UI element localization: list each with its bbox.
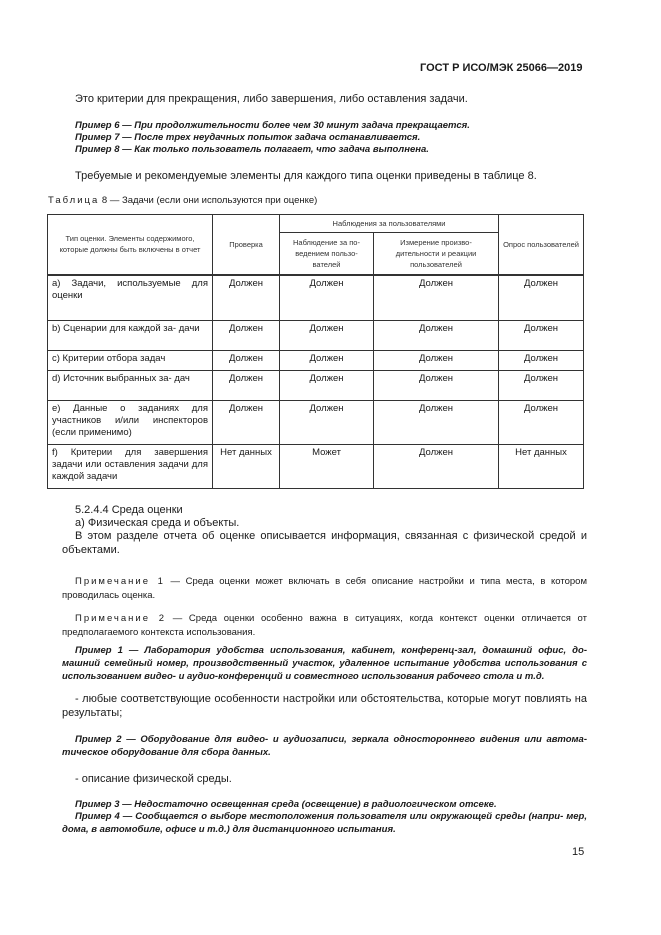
example-7: Пример 7 — После трех неудачных попыток задача останавливается. — [75, 132, 421, 143]
table-caption-prefix: Таблица — [48, 195, 100, 206]
example-3: Пример 3 — Недостаточно освещенная среда (освещение) в радиологическом отсеке. — [75, 799, 497, 810]
cell-survey: Должен — [499, 401, 584, 445]
bullet-physical-environment: - описание физической среды. — [75, 773, 232, 785]
cell-inspection: Должен — [213, 351, 280, 371]
cell-performance: Должен — [374, 401, 499, 445]
page-number: 15 — [572, 846, 585, 858]
cell-performance: Должен — [374, 445, 499, 489]
table-caption-text: 8 — Задачи (если они используются при оценке) — [101, 195, 318, 206]
note-2 — [62, 612, 587, 640]
cell-survey: Должен — [499, 351, 584, 371]
table-row — [48, 445, 584, 489]
cell-inspection: Нет данных — [213, 445, 280, 489]
example-2: Пример 2 — Оборудование для видео- и аудиозаписи, зеркала одностороннего видения или автома- тическое оборудование для сбора данных. — [62, 734, 587, 758]
cell-performance: Должен — [374, 321, 499, 351]
cell-behavior: Должен — [280, 321, 374, 351]
section-title: 5.2.4.4 Среда оценки — [75, 504, 183, 516]
cell-survey: Должен — [499, 371, 584, 401]
note-1-label: Примечание 1 — [75, 576, 165, 587]
table-row — [48, 401, 584, 445]
cell-behavior: Может — [280, 445, 374, 489]
cell-inspection: Должен — [213, 371, 280, 401]
criteria-paragraph: Это критерии для прекращения, либо завершения, либо оставления задачи. — [75, 93, 468, 105]
example-8: Пример 8 — Как только пользователь полагает, что задача выполнена. — [75, 144, 429, 155]
example-1: Пример 1 — Лаборатория удобства использования, кабинет, конференц-зал, домашний офис, до- машний семейный номер, производственный участок, удаленное испытание удобства использования с использованием видео- и аудио-конференций и совместного использования рабочего стола и т.д. — [62, 645, 587, 682]
cell-inspection: Должен — [213, 321, 280, 351]
header-inspection: Проверка — [213, 215, 280, 275]
cell-survey: Должен — [499, 321, 584, 351]
note-2-label: Примечание 2 — [75, 613, 166, 624]
header-behavior-observation: Наблюдение за по- ведением пользо- вателей — [280, 233, 374, 275]
row-label: f) Критерии для завершения задачи или оставления задачи для каждой задачи — [48, 445, 213, 489]
header-performance-measurement: Измерение произво- дительности и реакции пользователей — [374, 233, 499, 275]
cell-survey: Нет данных — [499, 445, 584, 489]
row-label: е) Данные о заданиях для участников и/или инспекторов (если применимо) — [48, 401, 213, 445]
row-label: с) Критерии отбора задач — [48, 351, 213, 371]
header-evaluation-type: Тип оценки. Элементы содержимого, которые должны быть включены в отчет — [48, 215, 213, 275]
tasks-table — [47, 214, 584, 489]
cell-behavior: Должен — [280, 371, 374, 401]
cell-inspection: Должен — [213, 401, 280, 445]
cell-survey: Должен — [499, 275, 584, 321]
header-user-survey: Опрос пользователей — [499, 215, 584, 275]
header-user-observations-group: Наблюдения за пользователями — [280, 215, 499, 233]
example-4: Пример 4 — Сообщается о выборе местоположения пользователя или окружающей среды (напри- мер, дома, в автомобиле, офисе и т.д.) для дистанционного испытания. — [62, 811, 587, 835]
cell-performance: Должен — [374, 351, 499, 371]
cell-inspection: Должен — [213, 275, 280, 321]
section-item-a: а) Физическая среда и объекты. — [75, 517, 240, 529]
cell-behavior: Должен — [280, 275, 374, 321]
row-label: b) Сценарии для каждой за- дачи — [48, 321, 213, 351]
table-row — [48, 275, 584, 321]
cell-performance: Должен — [374, 371, 499, 401]
cell-behavior: Должен — [280, 351, 374, 371]
example-6: Пример 6 — При продолжительности более чем 30 минут задача прекращается. — [75, 120, 470, 131]
row-label: а) Задачи, используемые для оценки — [48, 275, 213, 321]
table-intro-paragraph: Требуемые и рекомендуемые элементы для каждого типа оценки приведены в таблице 8. — [75, 170, 537, 182]
row-label: d) Источник выбранных за- дач — [48, 371, 213, 401]
table-row — [48, 371, 584, 401]
standard-header: ГОСТ Р ИСО/МЭК 25066—2019 — [420, 62, 583, 74]
cell-behavior: Должен — [280, 401, 374, 445]
note-1-text: — Среда оценки может включать в себя описание настройки и типа места, в котором проводилась оценка. — [62, 576, 587, 601]
table-row — [48, 321, 584, 351]
note-2-text: — Среда оценки особенно важна в ситуациях, когда контекст оценки отличается от предполагаемого контекста использования. — [62, 613, 587, 638]
bullet-setup-features: - любые соответствующие особенности настройки или обстоятельства, которые могут повлиять на результаты; — [62, 693, 587, 719]
table-caption — [48, 195, 317, 206]
section-body: В этом разделе отчета об оценке описывается информация, связанная с физической средой и объектами. — [62, 530, 587, 556]
table-row — [48, 351, 584, 371]
note-1 — [62, 575, 587, 603]
cell-performance: Должен — [374, 275, 499, 321]
